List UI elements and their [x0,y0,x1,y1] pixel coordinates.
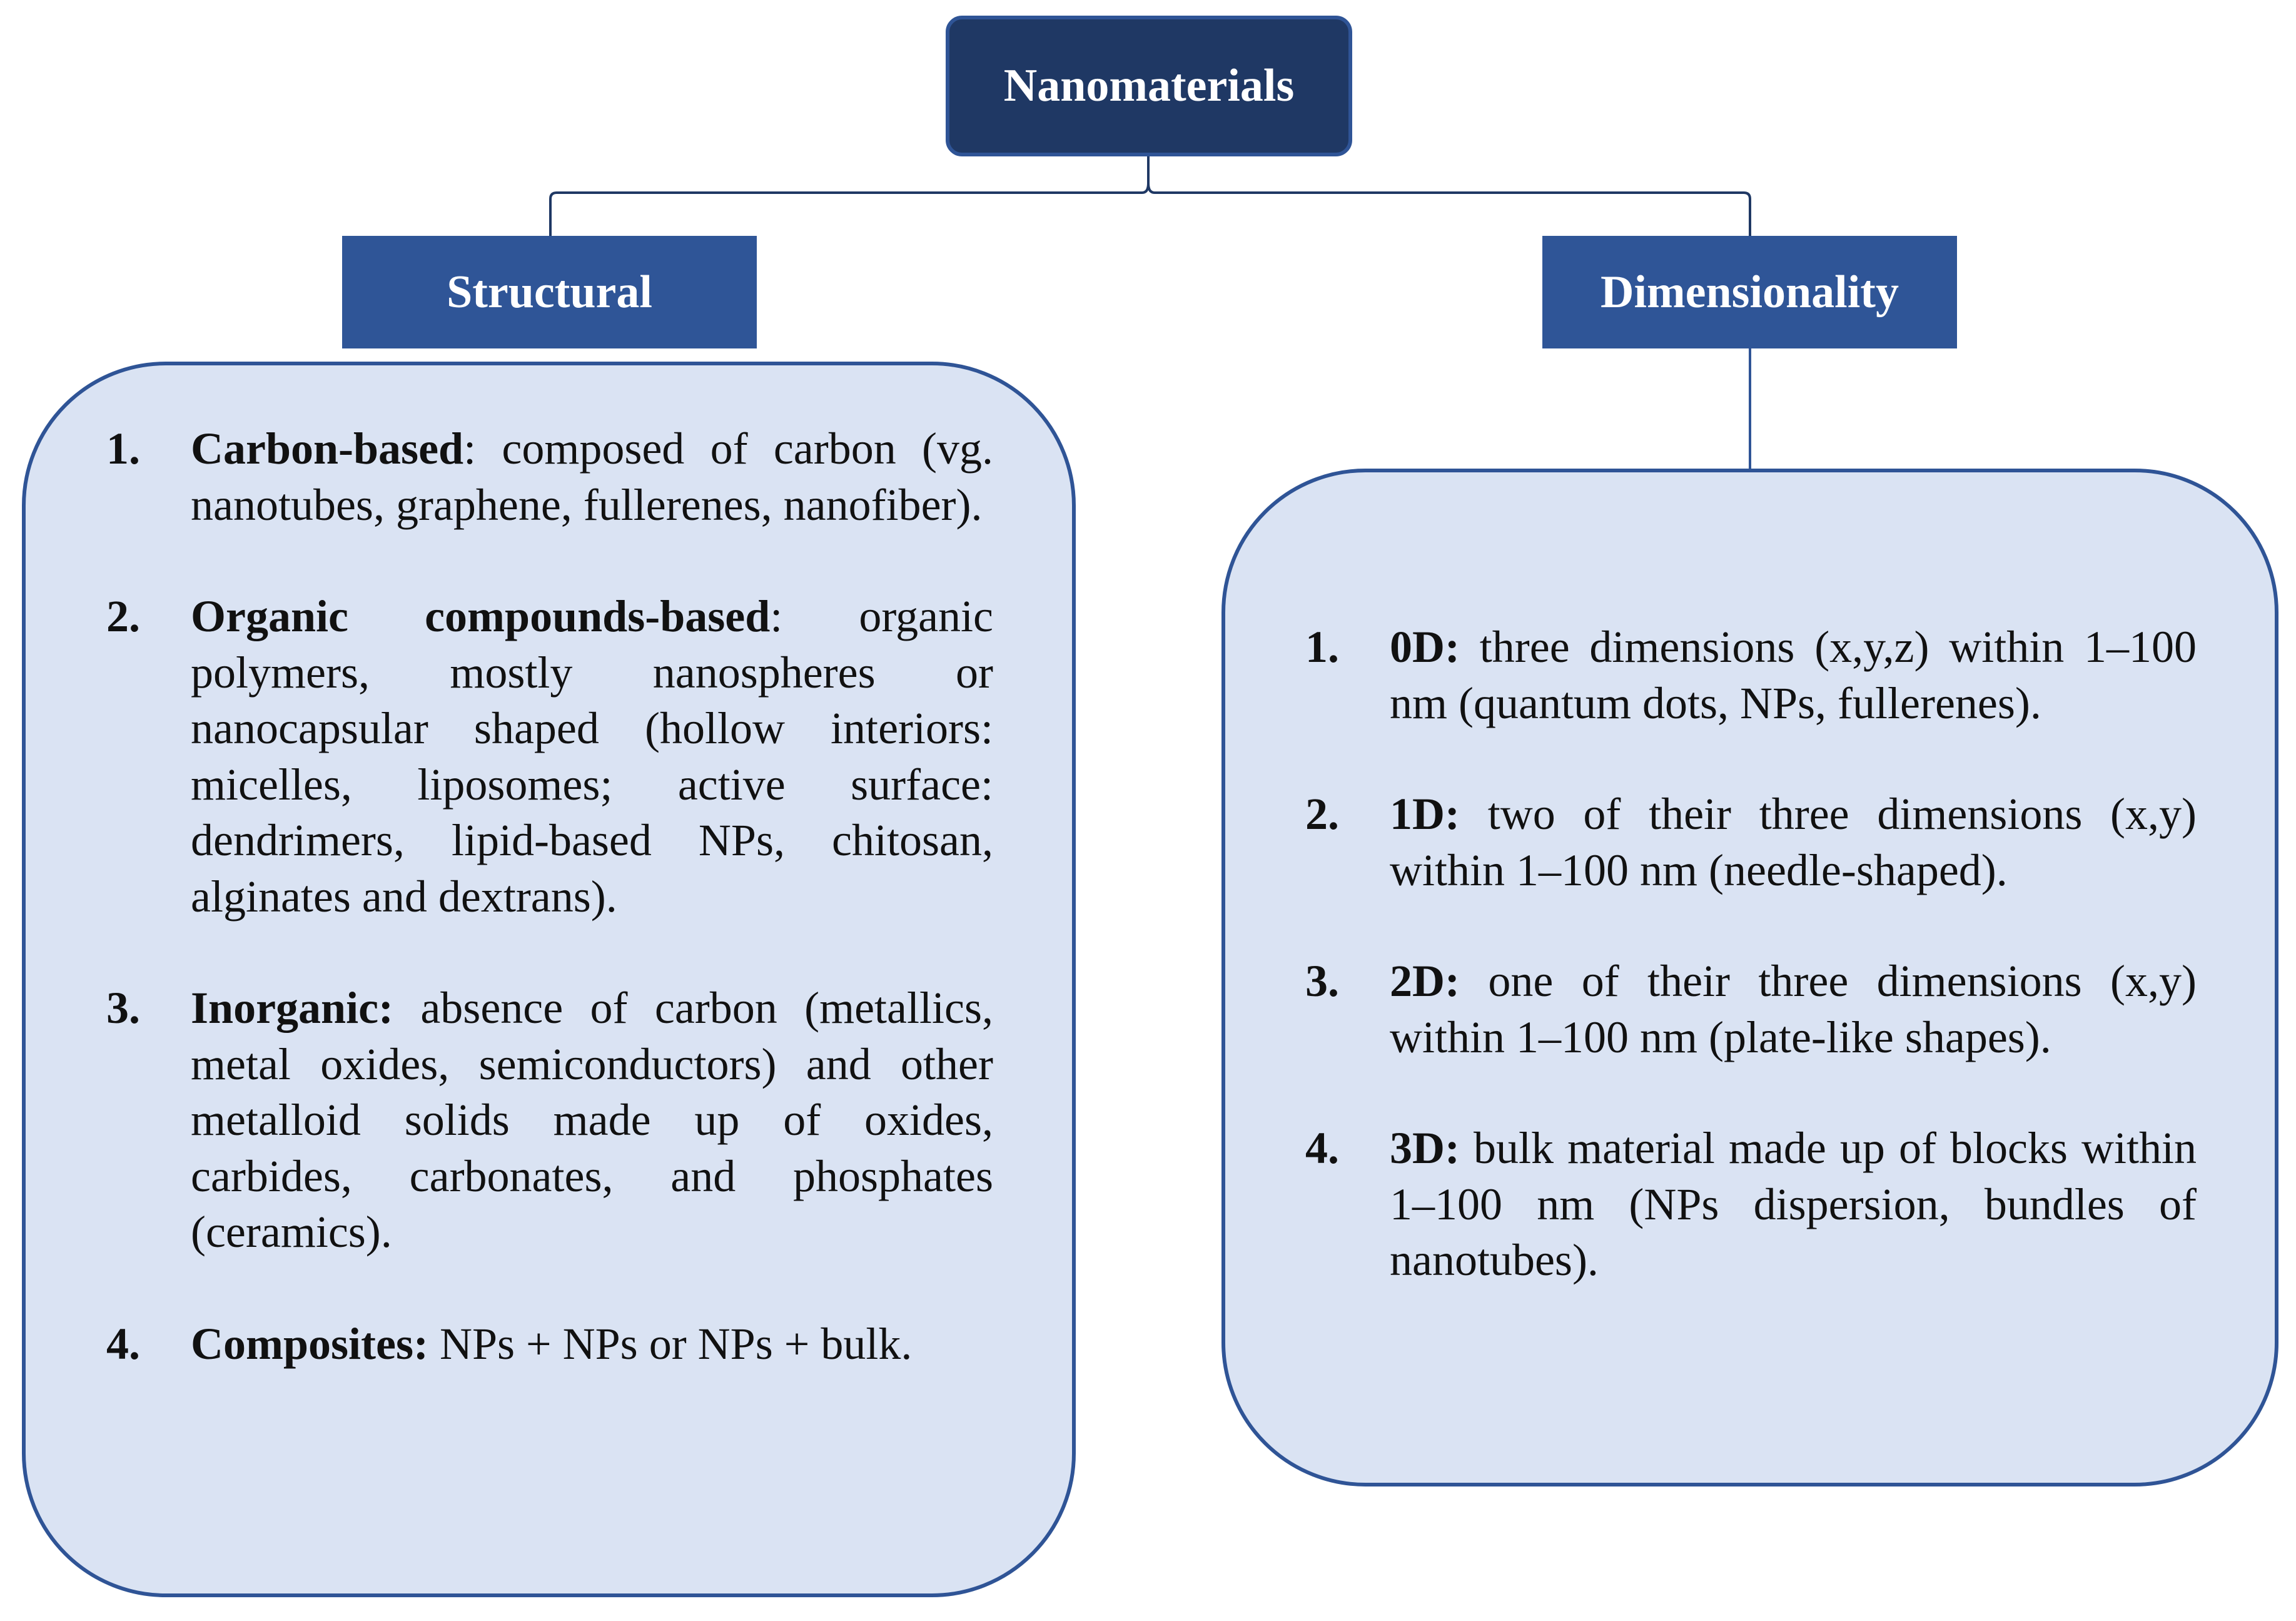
item-text [191,1316,993,1373]
root-label: Nanomaterials [1003,60,1295,111]
structural-list [106,421,993,1372]
dimensionality-item-1d [1305,786,2197,898]
item-description: : organic polymers, mostly nanospheres or nanocapsular shaped (hollow interiors: micelles, liposomes; active surface: dendrimers, lipid-based NPs, chitosan, alginates and dextrans). [191,591,993,922]
item-text [191,980,993,1261]
item-text [191,589,993,925]
item-text [1390,953,2197,1065]
item-term: Composites: [191,1318,428,1369]
item-term: 1D: [1390,789,1460,839]
item-number: 4. [1305,1123,1339,1173]
item-term: 3D: [1390,1123,1460,1173]
item-term: 2D: [1390,956,1460,1006]
root-node [946,16,1352,156]
item-description: bulk material made up of blocks within 1–100 nm (NPs dispersion, bundles of nanotubes). [1390,1123,2197,1285]
item-number: 3. [106,983,140,1033]
dimensionality-item-2d [1305,953,2197,1065]
item-number: 1. [1305,622,1339,672]
item-term: Carbon-based [191,424,464,474]
structural-item-carbon-based [106,421,993,533]
item-description: NPs + NPs or NPs + bulk. [428,1318,913,1369]
dimensionality-item-3d [1305,1120,2197,1289]
item-description: two of their three dimensions (x,y) within 1–100 nm (needle-shaped). [1390,789,2197,895]
dimensionality-label: Dimensionality [1601,266,1899,318]
item-number: 4. [106,1318,140,1369]
item-number: 2. [106,591,140,641]
item-description: : composed of carbon (vg. nanotubes, graphene, fullerenes, nanofiber). [191,424,993,530]
structural-header [342,236,757,348]
structural-item-inorganic [106,980,993,1261]
item-text [1390,619,2197,731]
structural-item-composites [106,1316,993,1373]
item-number: 1. [106,424,140,474]
item-description: one of their three dimensions (x,y) within 1–100 nm (plate-like shapes). [1390,956,2197,1062]
root-brace-connector [550,156,1750,236]
item-description: absence of carbon (metallics, metal oxides, semiconductors) and other metalloid solids made up of oxides, carbides, carbonates, and phosphates (ceramics). [191,983,993,1257]
item-number: 2. [1305,789,1339,839]
structural-label: Structural [447,266,652,318]
item-text [191,421,993,533]
item-text [1390,786,2197,898]
item-term: 0D: [1390,622,1460,672]
item-text [1390,1120,2197,1289]
item-term: Organic compounds-based [191,591,771,641]
dimensionality-header [1542,236,1957,348]
dimensionality-list [1305,619,2197,1289]
dimensionality-item-0d [1305,619,2197,731]
structural-item-organic [106,589,993,925]
item-description: three dimensions (x,y,z) within 1–100 nm (quantum dots, NPs, fullerenes). [1390,622,2197,728]
item-number: 3. [1305,956,1339,1006]
item-term: Inorganic: [191,983,393,1033]
